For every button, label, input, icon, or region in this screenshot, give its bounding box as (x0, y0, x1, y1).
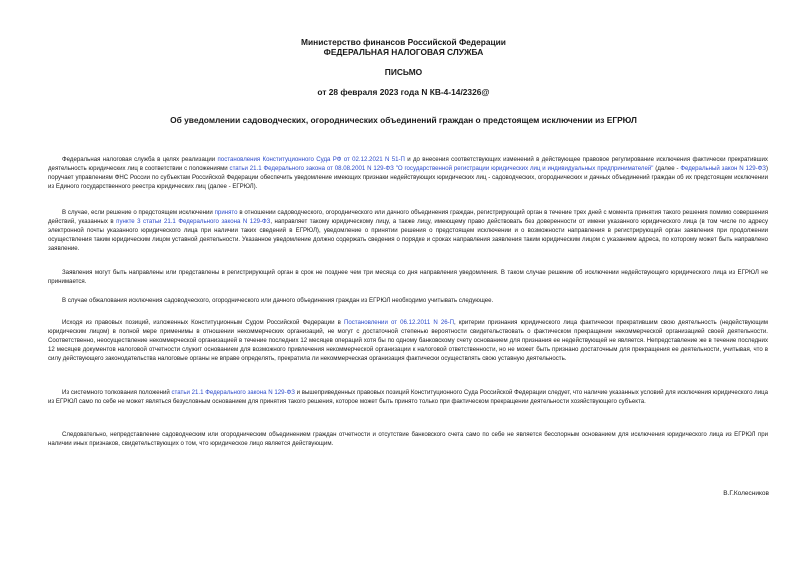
paragraph-text (48, 208, 768, 253)
paragraph-text (48, 268, 768, 286)
legal-reference-link[interactable]: статьи 21.1 (171, 389, 204, 396)
paragraph-1 (48, 155, 768, 191)
legal-reference-link[interactable]: постановления Конституционного Суда РФ от 02.12.2021 N 51-П (217, 156, 405, 163)
legal-reference-link[interactable]: пункте 3 статьи 21.1 (116, 218, 176, 226)
text-segment: ) поручает управлениям ФНС России по субъектам Российской Федерации обеспечить уведомление имеющих признаки недействующих юридических лиц - садоводческих, огороднических и дачных объединений граждан об их предстоящем исключении из Единого государственного реестра юридических лиц (далее - ЕГРЮЛ). (48, 165, 768, 191)
text-segment: в отношении садоводческого, огороднического или дачного объединения граждан, регистрирующий орган в течение трех дней с момента принятия такого решения помимо совершения действий, указанных в (48, 209, 768, 226)
legal-reference-link[interactable]: Федерального закона N 129-ФЗ (205, 389, 295, 396)
paragraph-7 (48, 430, 768, 448)
text-segment: и вышеприведенных правовых позиций Конституционного Суда Российской Федерации следует, что наличие указанных условий для исключения юридического лица из ЕГРЮЛ само по себе не может являться безусловным основанием для принятия такого решения, которое может быть принято только при фактическом прекращении деятельности хозяйствующего субъекта. (48, 389, 769, 406)
text-segment: Федеральная налоговая служба в целях реализации (62, 156, 218, 163)
legal-reference-link[interactable]: Постановлении от 06.12.2011 N 26-П (343, 319, 455, 326)
text-segment: , направляет такому юридическому лицу, а также лицу, имеющему право действовать без доверенности от имени указанного юридического лица (в том числе по адресу электронной почты указанного юридического лица при наличии таких сведений в ЕГРЮЛ), уведомление о принятии решения о предстоящем исключении и о возможности направления в регистрирующий орган заявления при продолжении осуществления таким юридическим лицом уставной деятельности. Указанное уведомление должно содержать сведения о порядке и сроках направления заявления таким юридическим лицом с указанием адреса, по которому может быть направлено заявление. (48, 218, 769, 253)
paragraph-6 (48, 388, 768, 406)
text-segment: (далее - (653, 165, 681, 173)
paragraph-text (48, 296, 768, 305)
legal-reference-link[interactable]: Федерального закона N 129-ФЗ (178, 218, 271, 226)
text-segment: В случае обжалования исключения садоводческого, огороднического или дачного объединения граждан из ЕГРЮЛ необходимо учитывать следующее. (62, 297, 494, 304)
ministry-title: Министерство финансов Российской Федерации (301, 37, 506, 47)
paragraph-text (48, 318, 768, 363)
text-segment: Заявления могут быть направлены или представлены в регистрирующий орган в срок не позднее чем три месяца со дня направления уведомления. В таком случае решение об исключении недействующего юридического лица из ЕГРЮЛ не принимается. (48, 269, 768, 286)
doc-type-heading: ПИСЬМО (384, 67, 423, 77)
paragraph-3 (48, 268, 768, 286)
legal-reference-link[interactable]: Федерального закона от 08.08.2001 N 129-ФЗ "О государственной регистрации юридических лиц и индивидуальных предпринимателей" (263, 165, 654, 173)
signature: В.Г.Колесников (723, 490, 769, 497)
paragraph-text (48, 155, 768, 191)
text-segment: и до внесения соответствующих изменений в действующее правовое регулирование исключения фактически прекративших деятельность юридических лиц в соответствии с положениями (48, 156, 768, 173)
text-segment: , критерии признания юридического лица фактически прекратившим свою деятельность (недействующим юридическим лицом) в полной мере применимы в отношении некоммерческих организаций, не могут с достаточной степенью вероятности свидетельствовать о фактическом прекращении некоммерческой организацией своей деятельности. Соответственно, неосуществление некоммерческой организацией в течение последних 12 месяцев операций хотя бы по одному банковскому счету основанием для признания ее недействующей не является. Непредставление же в течение последних 12 месяцев документов налоговой отчетности служит основанием для возможного привлечения некоммерческой организации к налоговой ответственности, но не может быть признано достаточным для прекращения ее деятельности, учитывая, что в силу действующего законодательства налоговые органы не вправе определять, прекратила ли некоммерческая организация фактически осуществлять свою уставную деятельность. (48, 319, 768, 363)
legal-reference-link[interactable]: статьи 21.1 (229, 165, 262, 173)
paragraph-text (48, 430, 768, 448)
paragraph-4 (48, 296, 768, 305)
legal-reference-link[interactable]: принято (214, 209, 238, 216)
service-title: ФЕДЕРАЛЬНАЯ НАЛОГОВАЯ СЛУЖБА (323, 47, 484, 57)
paragraph-5 (48, 318, 768, 363)
doc-subject: Об уведомлении садоводческих, огороднических объединений граждан о предстоящем исключении из ЕГРЮЛ (170, 115, 637, 125)
doc-number: от 28 февраля 2023 года N КВ-4-14/2326@ (317, 87, 490, 97)
text-segment: Исходя из правовых позиций, изложенных Конституционным Судом Российской Федерации в (62, 319, 344, 326)
paragraph-2 (48, 208, 768, 253)
text-segment: В случае, если решение о предстоящем исключении (62, 209, 215, 216)
text-segment: Из системного толкования положений (62, 389, 172, 396)
text-segment: Следовательно, непредставление садоводческим или огородническим объединением граждан отчетности и отсутствие банковского счета само по себе не является бесспорным основанием для исключения юридического лица из ЕГРЮЛ при наличии иных признаков, свидетельствующих о том, что юридическое лицо является действующим. (48, 431, 768, 448)
paragraph-text (48, 388, 768, 406)
legal-reference-link[interactable]: Федеральный закон N 129-ФЗ (680, 165, 766, 173)
